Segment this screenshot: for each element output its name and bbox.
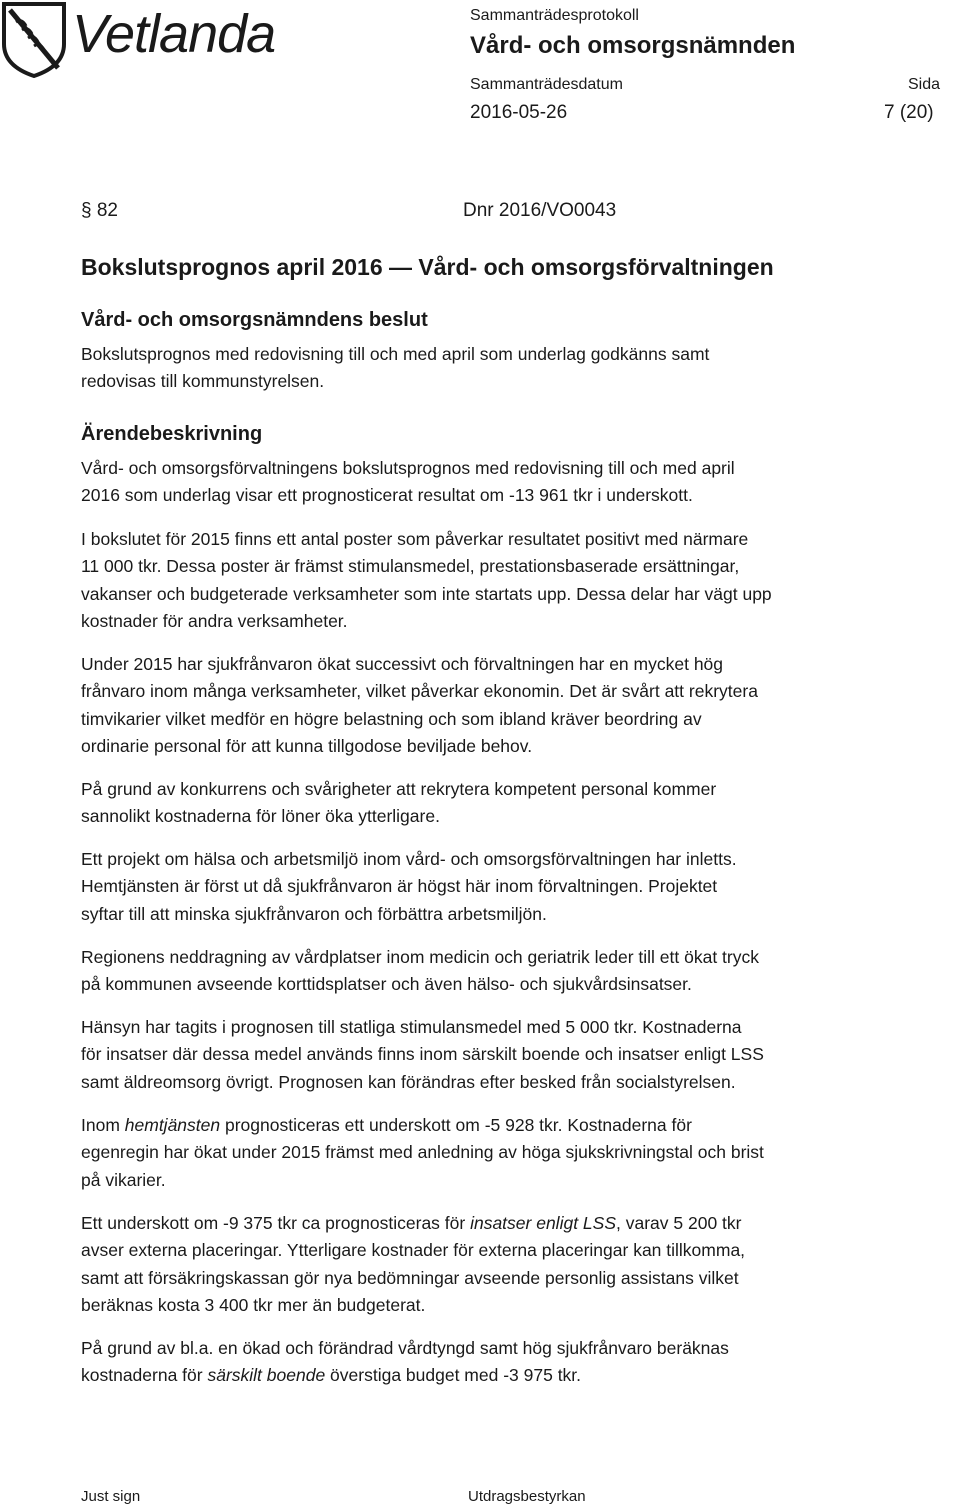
case-title: Bokslutsprognos april 2016 — Vård- och omsorgsförvaltningen bbox=[81, 254, 774, 280]
meeting-date-value: 2016-05-26 bbox=[470, 102, 568, 123]
extract-certification-label: Utdragsbestyrkan bbox=[468, 1488, 586, 1505]
text-run: Ett underskott om -9 375 tkr ca prognosticeras för bbox=[81, 1213, 471, 1233]
paragraph-2 bbox=[81, 526, 881, 635]
text-run: prognosticeras ett underskott om -5 928 tkr. Kostnaderna för bbox=[220, 1115, 692, 1135]
text-run: kostnaderna för bbox=[81, 1365, 208, 1386]
paragraph-7 bbox=[81, 1014, 881, 1096]
paragraph-3 bbox=[81, 651, 881, 760]
text-line: På grund av konkurrens och svårigheter att rekrytera kompetent personal kommer bbox=[81, 779, 717, 799]
section-number: § 82 bbox=[81, 200, 118, 221]
text-line: Ett projekt om hälsa och arbetsmiljö inom vård- och omsorgsförvaltningen har inletts. bbox=[81, 849, 737, 869]
text-line: Bokslutsprognos med redovisning till och med april som underlag godkänns samt bbox=[81, 344, 710, 364]
meeting-date-label: Sammanträdesdatum bbox=[470, 76, 623, 93]
text-line: frånvaro inom många verksamheter, vilket påverkar ekonomin. Det är svårt att rekrytera bbox=[81, 681, 758, 702]
page-label: Sida bbox=[908, 76, 941, 93]
text-line: vakanser och budgeterade verksamheter som inte startats upp. Dessa delar har vägt upp bbox=[81, 583, 772, 604]
text-run: Inom bbox=[81, 1115, 125, 1135]
emphasis: hemtjänsten bbox=[124, 1115, 221, 1135]
page-number: 7 (20) bbox=[884, 102, 934, 123]
decision-text bbox=[81, 341, 881, 396]
committee-name: Vård- och omsorgsnämnden bbox=[470, 32, 796, 59]
text-line: timvikarier vilket medför en högre belastning och som ibland kräver beordring av bbox=[81, 708, 702, 729]
text-line: kostnader för andra verksamheter. bbox=[81, 610, 348, 631]
text-line: samt att försäkringskassan gör nya bedömningar avseende personlig assistans vilket bbox=[81, 1267, 739, 1288]
signature-label: Just sign bbox=[81, 1488, 141, 1505]
text-line: på vikarier. bbox=[81, 1169, 166, 1190]
text-line: Under 2015 har sjukfrånvaron ökat successivt och förvaltningen har en mycket hög bbox=[81, 654, 724, 674]
text-line: egenregin har ökat under 2015 främst med anledning av höga sjukskrivningstal och brist bbox=[81, 1142, 764, 1163]
text-line: samt äldreomsorg övrigt. Prognosen kan förändras efter besked från socialstyrelsen. bbox=[81, 1071, 736, 1092]
text-line: 2016 som underlag visar ett prognosticerat resultat om -13 961 tkr i underskott. bbox=[81, 485, 693, 506]
text-line: ordinarie personal för att kunna tillgodose beviljade behov. bbox=[81, 735, 533, 756]
paragraph-5 bbox=[81, 846, 881, 928]
diary-number: Dnr 2016/VO0043 bbox=[463, 200, 617, 221]
decision-heading: Vård- och omsorgsnämndens beslut bbox=[81, 309, 428, 331]
text-line: Vård- och omsorgsförvaltningens bokslutsprognos med redovisning till och med april bbox=[81, 458, 735, 478]
text-line bbox=[81, 1362, 881, 1389]
text-line: 11 000 tkr. Dessa poster är främst stimulansmedel, prestationsbaserade ersättningar, bbox=[81, 556, 740, 577]
text-line: Hemtjänsten är först ut då sjukfrånvaron är högst här inom förvaltningen. Projektet bbox=[81, 876, 718, 897]
text-run: överstiga budget med -3 975 tkr. bbox=[325, 1365, 582, 1386]
protocol-label: Sammanträdesprotokoll bbox=[470, 7, 639, 24]
text-line: sannolikt kostnaderna för löner öka ytterligare. bbox=[81, 806, 440, 827]
paragraph-9 bbox=[81, 1210, 881, 1319]
text-line: avser externa placeringar. Ytterligare kostnader för externa placeringar kan tillkomma, bbox=[81, 1240, 746, 1261]
paragraph-6 bbox=[81, 944, 881, 999]
paragraph-8 bbox=[81, 1112, 881, 1194]
description-heading: Ärendebeskrivning bbox=[81, 423, 263, 445]
text-line: Regionens neddragning av vårdplatser inom medicin och geriatrik leder till ett ökat tryck bbox=[81, 947, 759, 967]
text-line: syftar till att minska sjukfrånvaron och förbättra arbetsmiljön. bbox=[81, 903, 547, 924]
text-line bbox=[81, 1112, 881, 1139]
emphasis: särskilt boende bbox=[207, 1365, 326, 1386]
paragraph-4 bbox=[81, 776, 881, 831]
text-run: , varav 5 200 tkr bbox=[616, 1213, 742, 1233]
coat-of-arms-icon bbox=[0, 0, 70, 78]
logo-wordmark: Vetlanda bbox=[72, 4, 276, 64]
text-line: redovisas till kommunstyrelsen. bbox=[81, 371, 325, 392]
text-line bbox=[81, 1210, 881, 1237]
text-line: På grund av bl.a. en ökad och förändrad vårdtyngd samt hög sjukfrånvaro beräknas bbox=[81, 1338, 729, 1358]
paragraph-1 bbox=[81, 455, 881, 510]
municipality-logo bbox=[0, 0, 300, 78]
paragraph-10 bbox=[81, 1335, 881, 1390]
text-line: på kommunen avseende korttidsplatser och även hälso- och sjukvårdsinsatser. bbox=[81, 974, 692, 995]
text-line: I bokslutet för 2015 finns ett antal poster som påverkar resultatet positivt med närmare bbox=[81, 529, 749, 549]
text-line: för insatser där dessa medel används finns inom särskilt boende och insatser enligt LSS bbox=[81, 1044, 764, 1065]
text-line: beräknas kosta 3 400 tkr mer än budgeterat. bbox=[81, 1294, 426, 1315]
emphasis: insatser enligt LSS bbox=[470, 1213, 616, 1233]
text-line: Hänsyn har tagits i prognosen till statliga stimulansmedel med 5 000 tkr. Kostnaderna bbox=[81, 1017, 742, 1037]
